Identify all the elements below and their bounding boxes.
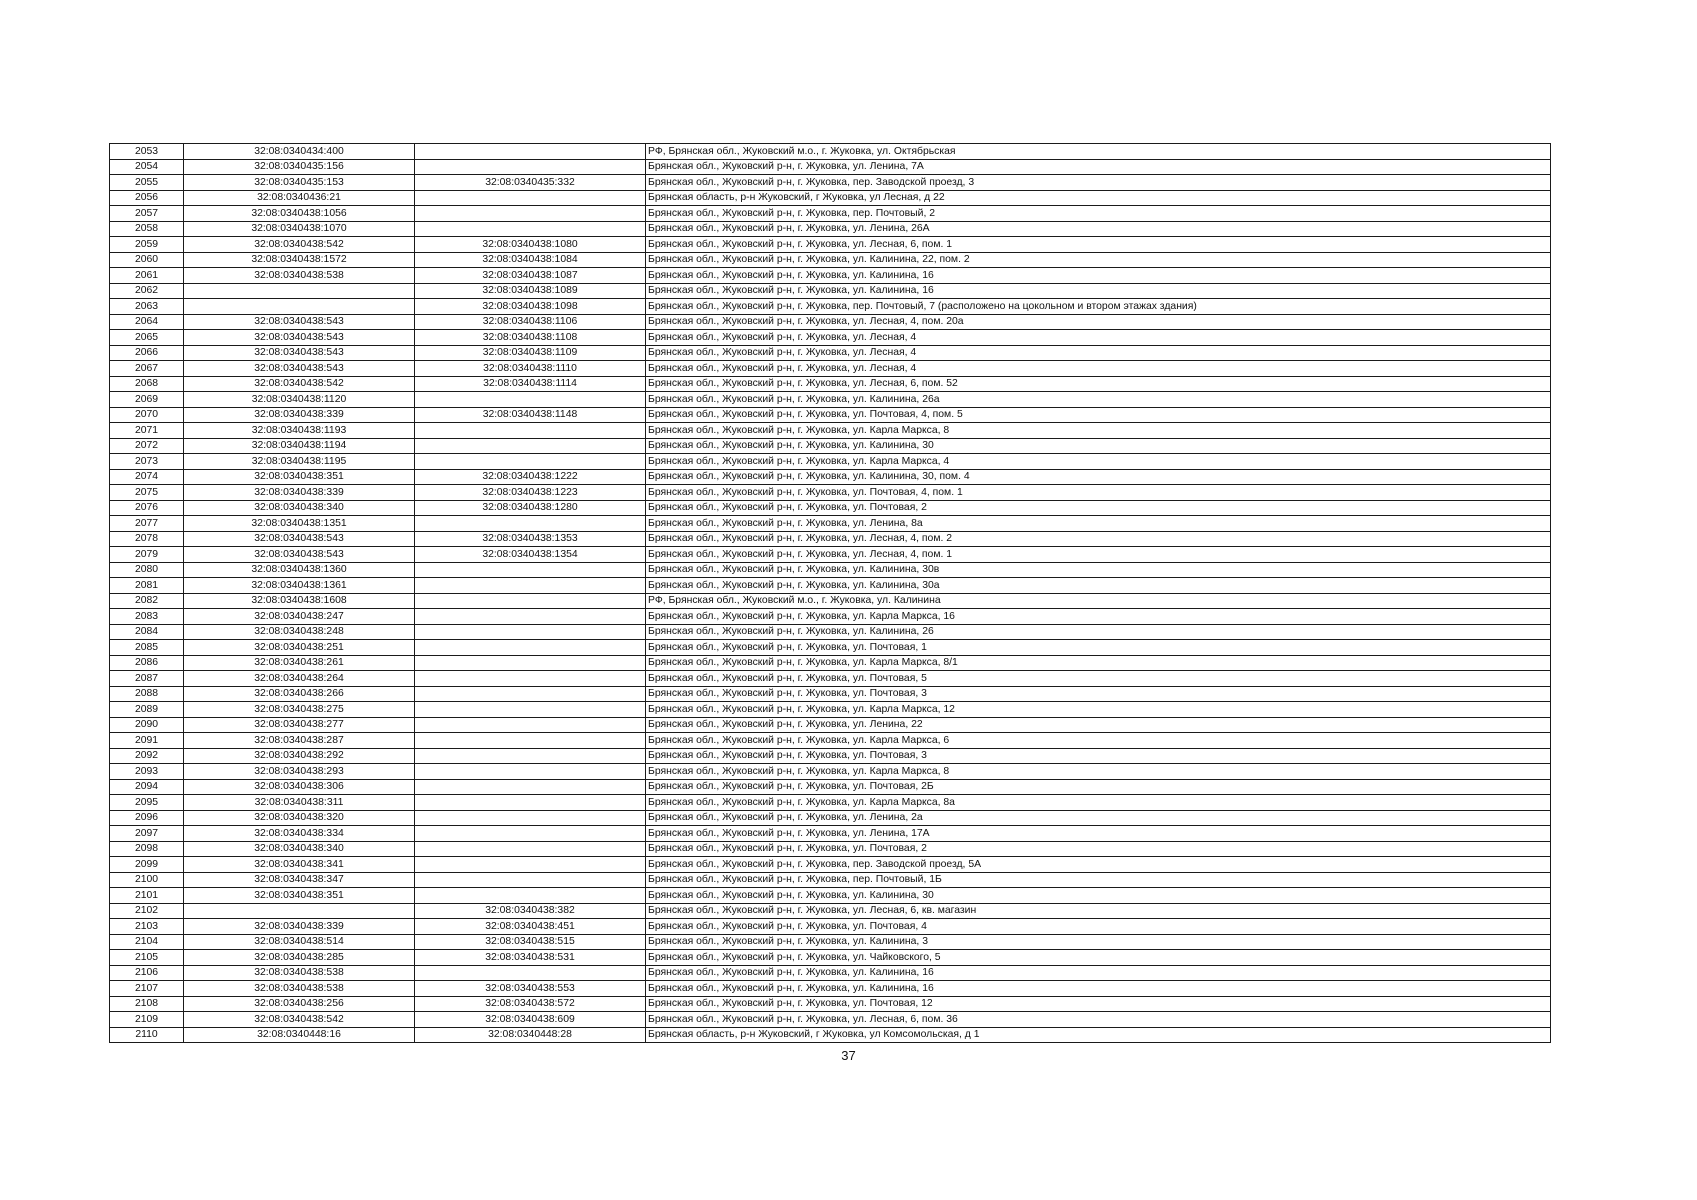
land-cadastral-cell: 32:08:0340438:339 — [184, 485, 415, 501]
row-number-cell: 2096 — [110, 810, 184, 826]
row-number-cell: 2100 — [110, 872, 184, 888]
land-cadastral-cell: 32:08:0340438:1120 — [184, 392, 415, 408]
land-cadastral-cell: 32:08:0340438:1194 — [184, 438, 415, 454]
address-cell: Брянская обл., Жуковский р-н, г. Жуковка, ул. Калинина, 30 — [646, 438, 1551, 454]
table-body — [110, 144, 1551, 1043]
page-number: 37 — [841, 1048, 856, 1063]
row-number-cell: 2071 — [110, 423, 184, 439]
land-cadastral-cell: 32:08:0340448:16 — [184, 1027, 415, 1043]
object-cadastral-cell — [415, 144, 646, 160]
row-number-cell: 2063 — [110, 299, 184, 315]
table-row — [110, 423, 1551, 439]
object-cadastral-cell — [415, 826, 646, 842]
address-cell: Брянская обл., Жуковский р-н, г. Жуковка, ул. Ленина, 17А — [646, 826, 1551, 842]
address-cell: Брянская обл., Жуковский р-н, г. Жуковка, ул. Ленина, 22 — [646, 717, 1551, 733]
object-cadastral-cell: 32:08:0340438:1354 — [415, 547, 646, 563]
land-cadastral-cell: 32:08:0340438:340 — [184, 500, 415, 516]
row-number-cell: 2085 — [110, 640, 184, 656]
table-row — [110, 841, 1551, 857]
land-cadastral-cell: 32:08:0340438:334 — [184, 826, 415, 842]
land-cadastral-cell: 32:08:0340438:542 — [184, 376, 415, 392]
address-cell: РФ, Брянская обл., Жуковский м.о., г. Жуковка, ул. Калинина — [646, 593, 1551, 609]
land-cadastral-cell: 32:08:0340438:293 — [184, 764, 415, 780]
land-cadastral-cell: 32:08:0340438:1070 — [184, 221, 415, 237]
object-cadastral-cell — [415, 640, 646, 656]
address-cell: Брянская обл., Жуковский р-н, г. Жуковка, ул. Карла Маркса, 6 — [646, 733, 1551, 749]
land-cadastral-cell: 32:08:0340435:156 — [184, 159, 415, 175]
address-cell: Брянская область, р-н Жуковский, г Жуковка, ул Лесная, д 22 — [646, 190, 1551, 206]
address-cell: Брянская обл., Жуковский р-н, г. Жуковка, ул. Чайковского, 5 — [646, 950, 1551, 966]
object-cadastral-cell: 32:08:0340435:332 — [415, 175, 646, 191]
land-cadastral-cell: 32:08:0340438:320 — [184, 810, 415, 826]
object-cadastral-cell: 32:08:0340438:1089 — [415, 283, 646, 299]
address-cell: Брянская обл., Жуковский р-н, г. Жуковка, ул. Почтовая, 4 — [646, 919, 1551, 935]
object-cadastral-cell — [415, 190, 646, 206]
table-row — [110, 717, 1551, 733]
row-number-cell: 2054 — [110, 159, 184, 175]
table-row — [110, 934, 1551, 950]
table-row — [110, 531, 1551, 547]
address-cell: Брянская обл., Жуковский р-н, г. Жуковка, пер. Почтовый, 2 — [646, 206, 1551, 222]
address-cell: Брянская обл., Жуковский р-н, г. Жуковка, ул. Почтовая, 2 — [646, 841, 1551, 857]
land-cadastral-cell: 32:08:0340438:514 — [184, 934, 415, 950]
row-number-cell: 2108 — [110, 996, 184, 1012]
object-cadastral-cell — [415, 655, 646, 671]
land-cadastral-cell: 32:08:0340438:306 — [184, 779, 415, 795]
object-cadastral-cell — [415, 392, 646, 408]
table-row — [110, 810, 1551, 826]
table-row — [110, 190, 1551, 206]
row-number-cell: 2102 — [110, 903, 184, 919]
address-cell: Брянская обл., Жуковский р-н, г. Жуковка, ул. Почтовая, 2Б — [646, 779, 1551, 795]
table-row — [110, 330, 1551, 346]
address-cell: Брянская обл., Жуковский р-н, г. Жуковка, ул. Калинина, 26а — [646, 392, 1551, 408]
land-cadastral-cell: 32:08:0340438:543 — [184, 345, 415, 361]
address-cell: Брянская обл., Жуковский р-н, г. Жуковка, ул. Лесная, 4 — [646, 330, 1551, 346]
row-number-cell: 2069 — [110, 392, 184, 408]
table-row — [110, 361, 1551, 377]
land-cadastral-cell: 32:08:0340438:248 — [184, 624, 415, 640]
address-cell: Брянская обл., Жуковский р-н, г. Жуковка, ул. Ленина, 2а — [646, 810, 1551, 826]
address-cell: Брянская обл., Жуковский р-н, г. Жуковка, ул. Почтовая, 1 — [646, 640, 1551, 656]
land-cadastral-cell: 32:08:0340438:542 — [184, 1012, 415, 1028]
object-cadastral-cell — [415, 795, 646, 811]
land-cadastral-cell: 32:08:0340438:311 — [184, 795, 415, 811]
row-number-cell: 2056 — [110, 190, 184, 206]
land-cadastral-cell: 32:08:0340438:1056 — [184, 206, 415, 222]
address-cell: Брянская область, р-н Жуковский, г Жуковка, ул Комсомольская, д 1 — [646, 1027, 1551, 1043]
address-cell: Брянская обл., Жуковский р-н, г. Жуковка, ул. Лесная, 6, кв. магазин — [646, 903, 1551, 919]
table-row — [110, 593, 1551, 609]
row-number-cell: 2110 — [110, 1027, 184, 1043]
row-number-cell: 2075 — [110, 485, 184, 501]
table-row — [110, 996, 1551, 1012]
address-cell: Брянская обл., Жуковский р-н, г. Жуковка, ул. Почтовая, 12 — [646, 996, 1551, 1012]
address-cell: Брянская обл., Жуковский р-н, г. Жуковка, ул. Карла Маркса, 4 — [646, 454, 1551, 470]
row-number-cell: 2070 — [110, 407, 184, 423]
object-cadastral-cell: 32:08:0340438:1280 — [415, 500, 646, 516]
land-cadastral-cell: 32:08:0340438:261 — [184, 655, 415, 671]
land-cadastral-cell: 32:08:0340438:538 — [184, 965, 415, 981]
row-number-cell: 2103 — [110, 919, 184, 935]
address-cell: Брянская обл., Жуковский р-н, г. Жуковка, ул. Лесная, 4 — [646, 361, 1551, 377]
table-row — [110, 950, 1551, 966]
row-number-cell: 2078 — [110, 531, 184, 547]
row-number-cell: 2090 — [110, 717, 184, 733]
row-number-cell: 2077 — [110, 516, 184, 532]
land-cadastral-cell: 32:08:0340438:543 — [184, 314, 415, 330]
table-row — [110, 516, 1551, 532]
address-cell: Брянская обл., Жуковский р-н, г. Жуковка, ул. Лесная, 6, пом. 1 — [646, 237, 1551, 253]
table-row — [110, 748, 1551, 764]
row-number-cell: 2091 — [110, 733, 184, 749]
address-cell: Брянская обл., Жуковский р-н, г. Жуковка, ул. Калинина, 30, пом. 4 — [646, 469, 1551, 485]
table-row — [110, 903, 1551, 919]
address-cell: Брянская обл., Жуковский р-н, г. Жуковка, ул. Ленина, 7А — [646, 159, 1551, 175]
object-cadastral-cell — [415, 578, 646, 594]
row-number-cell: 2072 — [110, 438, 184, 454]
table-row — [110, 547, 1551, 563]
table-row — [110, 283, 1551, 299]
table-row — [110, 981, 1551, 997]
object-cadastral-cell — [415, 888, 646, 904]
table-row — [110, 485, 1551, 501]
row-number-cell: 2057 — [110, 206, 184, 222]
object-cadastral-cell — [415, 779, 646, 795]
table-row — [110, 144, 1551, 160]
address-cell: Брянская обл., Жуковский р-н, г. Жуковка, ул. Карла Маркса, 8 — [646, 423, 1551, 439]
address-cell: Брянская обл., Жуковский р-н, г. Жуковка, ул. Почтовая, 2 — [646, 500, 1551, 516]
address-cell: Брянская обл., Жуковский р-н, г. Жуковка, ул. Почтовая, 4, пом. 5 — [646, 407, 1551, 423]
object-cadastral-cell: 32:08:0340438:1098 — [415, 299, 646, 315]
land-cadastral-cell: 32:08:0340438:1360 — [184, 562, 415, 578]
address-cell: Брянская обл., Жуковский р-н, г. Жуковка, ул. Карла Маркса, 8 — [646, 764, 1551, 780]
row-number-cell: 2079 — [110, 547, 184, 563]
address-cell: Брянская обл., Жуковский р-н, г. Жуковка, ул. Карла Маркса, 16 — [646, 609, 1551, 625]
address-cell: Брянская обл., Жуковский р-н, г. Жуковка, ул. Лесная, 4 — [646, 345, 1551, 361]
object-cadastral-cell — [415, 872, 646, 888]
row-number-cell: 2064 — [110, 314, 184, 330]
address-cell: Брянская обл., Жуковский р-н, г. Жуковка, пер. Почтовый, 7 (расположено на цокольном и втором этажах здания) — [646, 299, 1551, 315]
object-cadastral-cell — [415, 686, 646, 702]
address-cell: Брянская обл., Жуковский р-н, г. Жуковка, пер. Заводской проезд, 3 — [646, 175, 1551, 191]
object-cadastral-cell: 32:08:0340438:1114 — [415, 376, 646, 392]
land-cadastral-cell: 32:08:0340438:251 — [184, 640, 415, 656]
object-cadastral-cell — [415, 857, 646, 873]
land-cadastral-cell — [184, 283, 415, 299]
object-cadastral-cell — [415, 609, 646, 625]
address-cell: Брянская обл., Жуковский р-н, г. Жуковка, ул. Калинина, 30 — [646, 888, 1551, 904]
row-number-cell: 2092 — [110, 748, 184, 764]
address-cell: Брянская обл., Жуковский р-н, г. Жуковка, ул. Ленина, 8а — [646, 516, 1551, 532]
row-number-cell: 2109 — [110, 1012, 184, 1028]
address-cell: Брянская обл., Жуковский р-н, г. Жуковка, ул. Карла Маркса, 8/1 — [646, 655, 1551, 671]
address-cell: Брянская обл., Жуковский р-н, г. Жуковка, ул. Калинина, 30а — [646, 578, 1551, 594]
object-cadastral-cell — [415, 516, 646, 532]
land-cadastral-cell: 32:08:0340438:264 — [184, 671, 415, 687]
object-cadastral-cell — [415, 717, 646, 733]
table-row — [110, 314, 1551, 330]
land-cadastral-cell: 32:08:0340438:341 — [184, 857, 415, 873]
row-number-cell: 2055 — [110, 175, 184, 191]
row-number-cell: 2080 — [110, 562, 184, 578]
address-cell: Брянская обл., Жуковский р-н, г. Жуковка, ул. Лесная, 6, пом. 36 — [646, 1012, 1551, 1028]
land-cadastral-cell — [184, 299, 415, 315]
object-cadastral-cell: 32:08:0340438:531 — [415, 950, 646, 966]
land-cadastral-cell: 32:08:0340438:543 — [184, 330, 415, 346]
object-cadastral-cell: 32:08:0340438:572 — [415, 996, 646, 1012]
land-cadastral-cell — [184, 903, 415, 919]
object-cadastral-cell — [415, 671, 646, 687]
table-row — [110, 779, 1551, 795]
address-cell: Брянская обл., Жуковский р-н, г. Жуковка, ул. Почтовая, 3 — [646, 748, 1551, 764]
table-row — [110, 872, 1551, 888]
land-cadastral-cell: 32:08:0340438:340 — [184, 841, 415, 857]
land-cadastral-cell: 32:08:0340438:351 — [184, 888, 415, 904]
row-number-cell: 2099 — [110, 857, 184, 873]
table-row — [110, 624, 1551, 640]
table-row — [110, 237, 1551, 253]
land-cadastral-cell: 32:08:0340435:153 — [184, 175, 415, 191]
table-row — [110, 764, 1551, 780]
land-cadastral-cell: 32:08:0340436:21 — [184, 190, 415, 206]
object-cadastral-cell: 32:08:0340438:1080 — [415, 237, 646, 253]
object-cadastral-cell — [415, 841, 646, 857]
row-number-cell: 2066 — [110, 345, 184, 361]
row-number-cell: 2058 — [110, 221, 184, 237]
row-number-cell: 2095 — [110, 795, 184, 811]
object-cadastral-cell: 32:08:0340438:451 — [415, 919, 646, 935]
row-number-cell: 2084 — [110, 624, 184, 640]
address-cell: Брянская обл., Жуковский р-н, г. Жуковка, ул. Почтовая, 4, пом. 1 — [646, 485, 1551, 501]
table-row — [110, 857, 1551, 873]
land-cadastral-cell: 32:08:0340438:277 — [184, 717, 415, 733]
land-cadastral-cell: 32:08:0340438:543 — [184, 361, 415, 377]
address-cell: Брянская обл., Жуковский р-н, г. Жуковка, ул. Лесная, 4, пом. 20а — [646, 314, 1551, 330]
row-number-cell: 2076 — [110, 500, 184, 516]
land-cadastral-cell: 32:08:0340438:1195 — [184, 454, 415, 470]
object-cadastral-cell — [415, 624, 646, 640]
row-number-cell: 2053 — [110, 144, 184, 160]
land-cadastral-cell: 32:08:0340438:1361 — [184, 578, 415, 594]
address-cell: Брянская обл., Жуковский р-н, г. Жуковка, ул. Калинина, 26 — [646, 624, 1551, 640]
property-table — [109, 143, 1551, 1043]
table-row — [110, 609, 1551, 625]
object-cadastral-cell: 32:08:0340438:1148 — [415, 407, 646, 423]
table-row — [110, 1012, 1551, 1028]
address-cell: Брянская обл., Жуковский р-н, г. Жуковка, ул. Лесная, 6, пом. 52 — [646, 376, 1551, 392]
row-number-cell: 2061 — [110, 268, 184, 284]
object-cadastral-cell: 32:08:0340438:1110 — [415, 361, 646, 377]
land-cadastral-cell: 32:08:0340438:256 — [184, 996, 415, 1012]
table-row — [110, 159, 1551, 175]
table-row — [110, 221, 1551, 237]
land-cadastral-cell: 32:08:0340438:1572 — [184, 252, 415, 268]
object-cadastral-cell — [415, 562, 646, 578]
table-row — [110, 919, 1551, 935]
table-row — [110, 888, 1551, 904]
table-row — [110, 733, 1551, 749]
row-number-cell: 2104 — [110, 934, 184, 950]
land-cadastral-cell: 32:08:0340438:542 — [184, 237, 415, 253]
object-cadastral-cell: 32:08:0340438:1109 — [415, 345, 646, 361]
table-row — [110, 252, 1551, 268]
address-cell: Брянская обл., Жуковский р-н, г. Жуковка, ул. Ленина, 26А — [646, 221, 1551, 237]
land-cadastral-cell: 32:08:0340438:347 — [184, 872, 415, 888]
land-cadastral-cell: 32:08:0340438:266 — [184, 686, 415, 702]
address-cell: Брянская обл., Жуковский р-н, г. Жуковка, ул. Калинина, 3 — [646, 934, 1551, 950]
land-cadastral-cell: 32:08:0340438:1608 — [184, 593, 415, 609]
object-cadastral-cell — [415, 423, 646, 439]
land-cadastral-cell: 32:08:0340438:292 — [184, 748, 415, 764]
row-number-cell: 2086 — [110, 655, 184, 671]
row-number-cell: 2089 — [110, 702, 184, 718]
row-number-cell: 2094 — [110, 779, 184, 795]
table-row — [110, 345, 1551, 361]
land-cadastral-cell: 32:08:0340438:287 — [184, 733, 415, 749]
address-cell: Брянская обл., Жуковский р-н, г. Жуковка, ул. Калинина, 16 — [646, 981, 1551, 997]
land-cadastral-cell: 32:08:0340438:285 — [184, 950, 415, 966]
object-cadastral-cell — [415, 593, 646, 609]
row-number-cell: 2087 — [110, 671, 184, 687]
row-number-cell: 2088 — [110, 686, 184, 702]
table-row — [110, 702, 1551, 718]
address-cell: Брянская обл., Жуковский р-н, г. Жуковка, ул. Калинина, 16 — [646, 965, 1551, 981]
object-cadastral-cell: 32:08:0340438:382 — [415, 903, 646, 919]
object-cadastral-cell — [415, 702, 646, 718]
object-cadastral-cell — [415, 764, 646, 780]
row-number-cell: 2101 — [110, 888, 184, 904]
table-row — [110, 965, 1551, 981]
object-cadastral-cell: 32:08:0340438:1084 — [415, 252, 646, 268]
table-row — [110, 686, 1551, 702]
land-cadastral-cell: 32:08:0340438:247 — [184, 609, 415, 625]
land-cadastral-cell: 32:08:0340434:400 — [184, 144, 415, 160]
row-number-cell: 2082 — [110, 593, 184, 609]
table-row — [110, 299, 1551, 315]
address-cell: РФ, Брянская обл., Жуковский м.о., г. Жуковка, ул. Октябрьская — [646, 144, 1551, 160]
object-cadastral-cell — [415, 748, 646, 764]
land-cadastral-cell: 32:08:0340438:1351 — [184, 516, 415, 532]
row-number-cell: 2067 — [110, 361, 184, 377]
object-cadastral-cell — [415, 438, 646, 454]
row-number-cell: 2060 — [110, 252, 184, 268]
address-cell: Брянская обл., Жуковский р-н, г. Жуковка, ул. Калинина, 16 — [646, 283, 1551, 299]
table-row — [110, 469, 1551, 485]
land-cadastral-cell: 32:08:0340438:339 — [184, 407, 415, 423]
address-cell: Брянская обл., Жуковский р-н, г. Жуковка, ул. Калинина, 22, пом. 2 — [646, 252, 1551, 268]
row-number-cell: 2068 — [110, 376, 184, 392]
land-cadastral-cell: 32:08:0340438:339 — [184, 919, 415, 935]
table-row — [110, 1027, 1551, 1043]
address-cell: Брянская обл., Жуковский р-н, г. Жуковка, пер. Почтовый, 1Б — [646, 872, 1551, 888]
address-cell: Брянская обл., Жуковский р-н, г. Жуковка, ул. Калинина, 30в — [646, 562, 1551, 578]
table-row — [110, 438, 1551, 454]
table-row — [110, 655, 1551, 671]
table-row — [110, 578, 1551, 594]
address-cell: Брянская обл., Жуковский р-н, г. Жуковка, ул. Карла Маркса, 12 — [646, 702, 1551, 718]
address-cell: Брянская обл., Жуковский р-н, г. Жуковка, ул. Калинина, 16 — [646, 268, 1551, 284]
land-cadastral-cell: 32:08:0340438:543 — [184, 531, 415, 547]
table-row — [110, 407, 1551, 423]
row-number-cell: 2073 — [110, 454, 184, 470]
row-number-cell: 2098 — [110, 841, 184, 857]
row-number-cell: 2107 — [110, 981, 184, 997]
land-cadastral-cell: 32:08:0340438:275 — [184, 702, 415, 718]
row-number-cell: 2065 — [110, 330, 184, 346]
table-row — [110, 376, 1551, 392]
address-cell: Брянская обл., Жуковский р-н, г. Жуковка, ул. Лесная, 4, пом. 2 — [646, 531, 1551, 547]
row-number-cell: 2106 — [110, 965, 184, 981]
row-number-cell: 2062 — [110, 283, 184, 299]
table-row — [110, 826, 1551, 842]
table-row — [110, 268, 1551, 284]
object-cadastral-cell: 32:08:0340438:609 — [415, 1012, 646, 1028]
address-cell: Брянская обл., Жуковский р-н, г. Жуковка, ул. Почтовая, 5 — [646, 671, 1551, 687]
table-row — [110, 454, 1551, 470]
table-row — [110, 562, 1551, 578]
row-number-cell: 2105 — [110, 950, 184, 966]
object-cadastral-cell: 32:08:0340438:1223 — [415, 485, 646, 501]
object-cadastral-cell — [415, 965, 646, 981]
object-cadastral-cell: 32:08:0340448:28 — [415, 1027, 646, 1043]
object-cadastral-cell — [415, 733, 646, 749]
object-cadastral-cell: 32:08:0340438:553 — [415, 981, 646, 997]
object-cadastral-cell: 32:08:0340438:1353 — [415, 531, 646, 547]
table-row — [110, 671, 1551, 687]
row-number-cell: 2081 — [110, 578, 184, 594]
object-cadastral-cell — [415, 159, 646, 175]
table-row — [110, 206, 1551, 222]
row-number-cell: 2097 — [110, 826, 184, 842]
object-cadastral-cell — [415, 810, 646, 826]
table-row — [110, 500, 1551, 516]
table-row — [110, 392, 1551, 408]
land-cadastral-cell: 32:08:0340438:538 — [184, 268, 415, 284]
object-cadastral-cell: 32:08:0340438:1222 — [415, 469, 646, 485]
row-number-cell: 2093 — [110, 764, 184, 780]
address-cell: Брянская обл., Жуковский р-н, г. Жуковка, пер. Заводской проезд, 5А — [646, 857, 1551, 873]
object-cadastral-cell: 32:08:0340438:515 — [415, 934, 646, 950]
table-row — [110, 640, 1551, 656]
land-cadastral-cell: 32:08:0340438:543 — [184, 547, 415, 563]
object-cadastral-cell — [415, 206, 646, 222]
land-cadastral-cell: 32:08:0340438:1193 — [184, 423, 415, 439]
table-row — [110, 795, 1551, 811]
row-number-cell: 2059 — [110, 237, 184, 253]
object-cadastral-cell: 32:08:0340438:1108 — [415, 330, 646, 346]
object-cadastral-cell: 32:08:0340438:1106 — [415, 314, 646, 330]
land-cadastral-cell: 32:08:0340438:351 — [184, 469, 415, 485]
address-cell: Брянская обл., Жуковский р-н, г. Жуковка, ул. Лесная, 4, пом. 1 — [646, 547, 1551, 563]
row-number-cell: 2074 — [110, 469, 184, 485]
land-cadastral-cell: 32:08:0340438:538 — [184, 981, 415, 997]
table-row — [110, 175, 1551, 191]
address-cell: Брянская обл., Жуковский р-н, г. Жуковка, ул. Карла Маркса, 8а — [646, 795, 1551, 811]
object-cadastral-cell — [415, 454, 646, 470]
object-cadastral-cell — [415, 221, 646, 237]
row-number-cell: 2083 — [110, 609, 184, 625]
address-cell: Брянская обл., Жуковский р-н, г. Жуковка, ул. Почтовая, 3 — [646, 686, 1551, 702]
object-cadastral-cell: 32:08:0340438:1087 — [415, 268, 646, 284]
